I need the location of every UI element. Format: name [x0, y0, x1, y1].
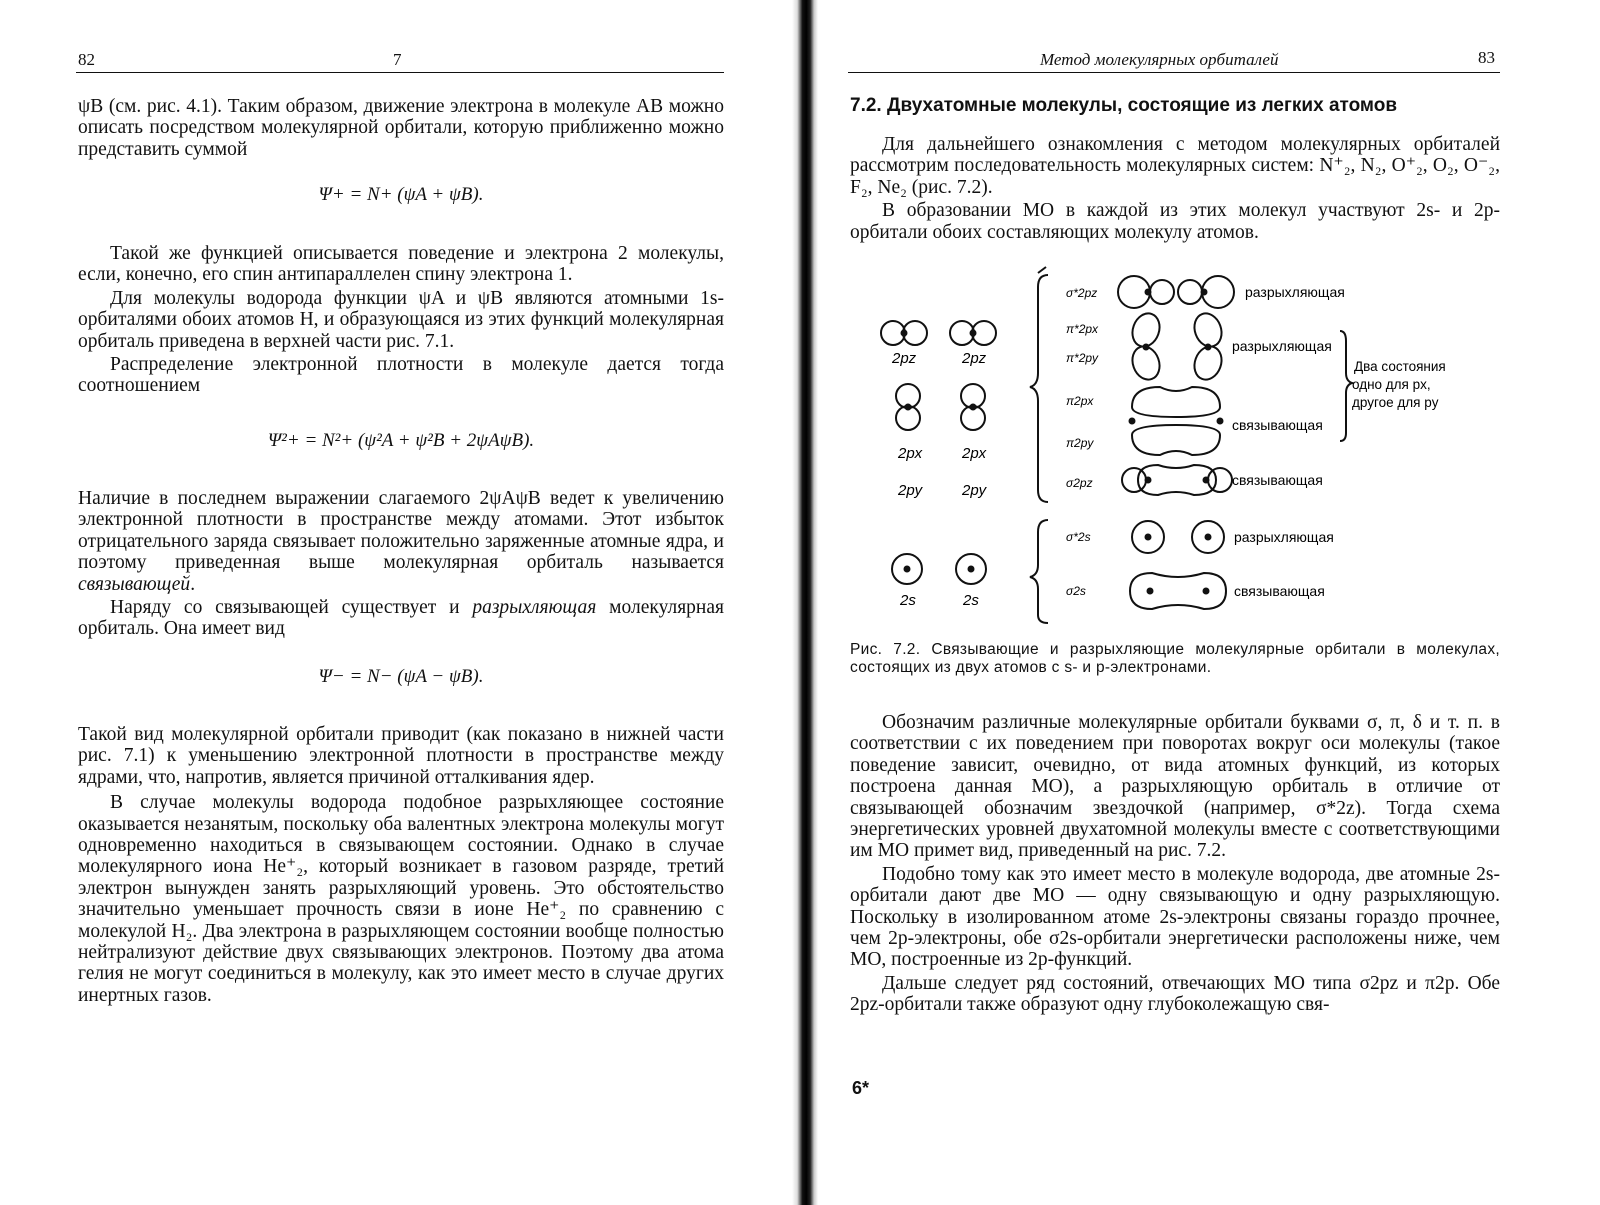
type-label: разрыхляющая — [1232, 338, 1332, 354]
figure-caption: Рис. 7.2. Связывающие и разрыхляющие молекулярные орбитали в молекулах, состоящих из двух атомов с s- и p-электронами. — [850, 641, 1500, 676]
paragraph: Для дальнейшего ознакомления с методом молекулярных орбиталей рассмотрим последовательность молекулярных систем: N⁺₂, N₂, O⁺₂, O₂, O⁻₂, F₂, Ne₂ (рис. 7.2). — [850, 134, 1500, 198]
note-line: Два состояния — [1354, 359, 1446, 374]
mo-label: π2px — [1066, 394, 1094, 408]
body-text — [78, 243, 724, 397]
mo-orbital-pi-2p — [1132, 387, 1220, 455]
left-page — [0, 0, 790, 1205]
page-number: 82 — [78, 50, 95, 69]
header-rule — [848, 72, 1500, 73]
header-rule — [76, 72, 724, 73]
mo-label: σ*2s — [1066, 530, 1091, 544]
brace — [1030, 275, 1048, 502]
paragraph: Подобно тому как это имеет место в молекуле водорода, две атомные 2s-орбитали дают две МО — одну связывающую и одну разрыхляющую. Поскольку в изолированном атоме 2s-электроны связаны гораздо прочнее, чем 2p-электроны, обе σ2s-орбитали энергетически расположены ниже, чем МО, построенные из 2p-функций. — [850, 863, 1500, 971]
paragraph: Такой же функцией описывается поведение и электрона 2 молекулы, если, конечно, его спин антипараллелен спину электрона 1. — [78, 243, 724, 286]
body-text — [78, 724, 724, 1006]
signature-mark: 6* — [852, 1078, 870, 1098]
mo-label: π*2px — [1066, 322, 1099, 336]
atomic-label: 2s — [900, 592, 916, 609]
note-line: другое для py — [1352, 395, 1439, 410]
equation: Ψ+ = N+ (ψA + ψB). — [318, 184, 484, 205]
paragraph: Наличие в последнем выражении слагаемого 2ψAψB ведет к увеличению электронной плотности в пространстве между атомами. Этот избыток отрицательного заряда связывает положительно заряженные атомные ядра, и поэтому приведенная выше молекулярная орбиталь называется связывающей. — [78, 488, 724, 595]
type-label: разрыхляющая — [1234, 529, 1334, 545]
note-line: одно для px, — [1352, 377, 1431, 392]
atomic-label: 2py — [898, 482, 923, 499]
bracket — [1340, 331, 1352, 441]
paragraph: В случае молекулы водорода подобное разрыхляющее состояние оказывается незанятым, поскольку оба валентных электрона молекулы могут одновременно находиться в связывающем состоянии. Однако в случае молекулярного иона He⁺₂, который возникает в газовом разряде, третий электрон вынужден занять разрыхляющий уровень. Это обстоятельство значительно уменьшает прочность связи в ионе He⁺₂ по сравнению с молекулой H₂. Два электрона в разрыхляющем состоянии вообще полностью нейтрализуют действие двух связывающих электронов. Поэтому два атома гелия не могут соединиться в молекулу, как это имеет место в случае других инертных газов. — [78, 792, 724, 1006]
mo-orbital-sigma-2pz — [1122, 465, 1232, 495]
mo-label: π*2py — [1066, 351, 1099, 365]
mo-label: σ2pz — [1066, 476, 1093, 490]
mo-orbital-sigma-star-2pz — [1118, 276, 1234, 308]
brace — [1030, 520, 1048, 623]
atomic-label: 2px — [962, 445, 987, 462]
type-label: связывающая — [1232, 417, 1323, 433]
type-label: разрыхляющая — [1245, 284, 1345, 300]
page-number: 83 — [1478, 48, 1495, 67]
equation: Ψ²+ = N²+ (ψ²A + ψ²B + 2ψAψB). — [267, 430, 535, 451]
mo-label: π2py — [1066, 436, 1094, 450]
paragraph: Для молекулы водорода функции ψA и ψB являются атомными 1s-орбиталями обоих атомов H, и образующаяся из этих функций молекулярная орбиталь приведена в верхней части рис. 7.1. — [78, 287, 724, 352]
atomic-label: 2pz — [892, 350, 917, 367]
atomic-label: 2s — [963, 592, 979, 609]
mo-label: σ2s — [1066, 584, 1086, 598]
mo-diagram — [870, 265, 1500, 630]
mo-orbital-sigma-2s — [1130, 573, 1226, 609]
paragraph: ψB (см. рис. 4.1). Таким образом, движение электрона в молекуле AB можно описать посредством молекулярной орбитали, которую приближенно можно представить суммой — [78, 96, 724, 160]
body-text — [78, 488, 724, 640]
section-title: 7.2. Двухатомные молекулы, состоящие из легких атомов — [850, 95, 1398, 116]
paragraph: Такой вид молекулярной орбитали приводит (как показано в нижней части рис. 7.1) к уменьшению электронной плотности в пространстве между ядрами, что, напротив, является причиной отталкивания ядер. — [78, 724, 724, 788]
running-head: 7 — [393, 50, 402, 69]
paragraph: Распределение электронной плотности в молекуле дается тогда соотношением — [78, 354, 724, 397]
mo-label: σ*2pz — [1066, 286, 1098, 300]
running-head: Метод молекулярных орбиталей — [1040, 50, 1279, 69]
paragraph: Обозначим различные молекулярные орбитали буквами σ, π, δ и т. п. в соответствии с их поведением при поворотах вокруг оси молекулы (такое поведение зависит, очевидно, от вида атомных функций, из которых построена данная МО), а разрыхляющую орбиталь в отличие от связывающей обозначим звездочкой (например, σ*2z). Тогда схема энергетических уровней двухатомной молекулы вместе с соответствующими им МО примет вид, приведенный на рис. 7.2. — [850, 712, 1500, 862]
atomic-label: 2pz — [962, 350, 987, 367]
paragraph: Дальше следует ряд состояний, отвечающих МО типа σ2pz и π2p. Обе 2pz-орбитали также образуют одну глубоколежащую свя- — [850, 972, 1500, 1016]
paragraph: Наряду со связывающей существует и разрыхляющая молекулярная орбиталь. Она имеет вид — [78, 597, 724, 640]
paragraph: В образовании МО в каждой из этих молекул участвуют 2s- и 2p-орбитали обоих составляющих молекулу атомов. — [850, 200, 1500, 243]
atomic-label: 2py — [962, 482, 987, 499]
equation: Ψ− = N− (ψA − ψB). — [318, 666, 484, 687]
type-label: связывающая — [1232, 472, 1323, 488]
type-label: связывающая — [1234, 583, 1325, 599]
body-text — [850, 712, 1500, 1016]
body-text — [78, 96, 724, 160]
book-spine — [792, 0, 818, 1205]
atomic-label: 2px — [898, 445, 923, 462]
body-text — [850, 134, 1500, 243]
